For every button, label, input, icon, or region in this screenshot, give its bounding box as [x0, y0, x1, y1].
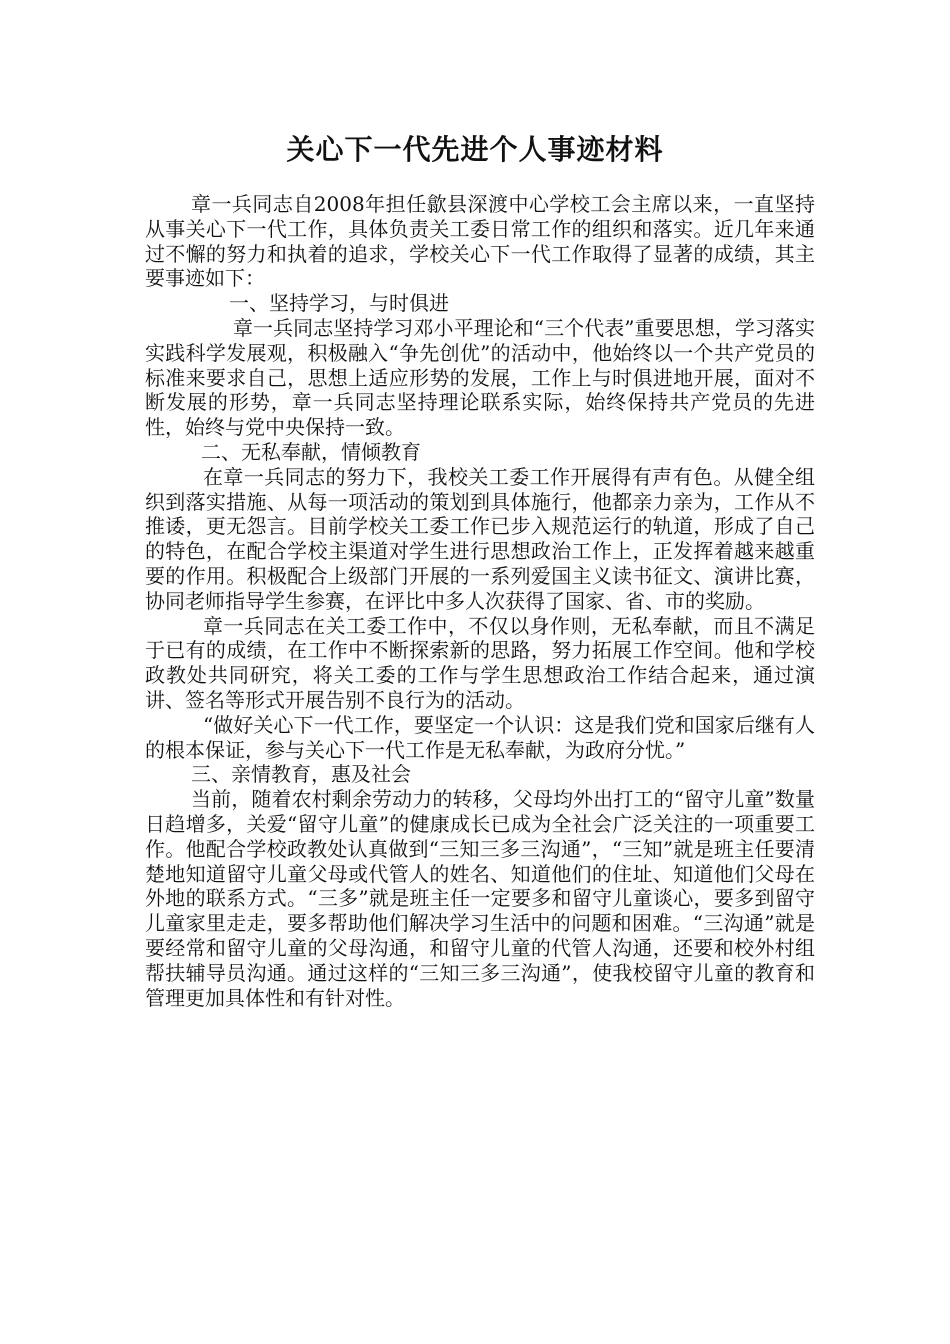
- section-heading-1: 一、坚持学习，与时俱进: [229, 291, 449, 316]
- document-title: 关心下一代先进个人事迹材料: [286, 133, 664, 166]
- section-heading-2: 二、无私奉献，情倾教育: [201, 439, 421, 464]
- paragraph-1: 章一兵同志坚持学习邓小平理论和“三个代表”重要思想，学习落实实践科学发展观，积极融入“争先创优”的活动中，他始终以一个共产党员的标准来要求自己，思想上适应形势的发展，工作上与时俱进地开展，面对不断发展的形势，章一兵同志坚持理论联系实际，始终保持共产党员的先进性，始终与党中央保持一致。: [145, 315, 815, 440]
- section-heading-3: 三、亲情教育，惠及社会: [191, 762, 411, 787]
- paragraph-4: “做好关心下一代工作，要坚定一个认识：这是我们党和国家后继有人的根本保证，参与关心下一代工作是无私奉献，为政府分忧。”: [145, 712, 815, 762]
- paragraph-2: 在章一兵同志的努力下，我校关工委工作开展得有声有色。从健全组织到落实措施、从每一项活动的策划到具体施行，他都亲力亲为，工作从不推诿，更无怨言。目前学校关工委工作已步入规范运行的轨道，形成了自己的特色，在配合学校主渠道对学生进行思想政治工作上，正发挥着越来越重要的作用。积极配合上级部门开展的一系列爱国主义读书征文、演讲比赛，协同老师指导学生参赛，在评比中多人次获得了国家、省、市的奖励。: [145, 464, 815, 613]
- paragraph-intro: 章一兵同志自2008年担任歙县深渡中心学校工会主席以来，一直坚持从事关心下一代工作，具体负责关工委日常工作的组织和落实。近几年来通过不懈的努力和执着的追求，学校关心下一代工作取得了显著的成绩，其主要事迹如下：: [145, 192, 815, 291]
- document-body: [145, 192, 815, 1010]
- paragraph-5: 当前，随着农村剩余劳动力的转移，父母均外出打工的“留守儿童”数量日趋增多，关爱“留守儿童”的健康成长已成为全社会广泛关注的一项重要工作。他配合学校政教处认真做到“三知三多三沟通”，“三知”就是班主任要清楚地知道留守儿童父母或代管人的姓名、知道他们的住址、知道他们父母在外地的联系方式。“三多”就是班主任一定要多和留守儿童谈心，要多到留守儿童家里走走，要多帮助他们解决学习生活中的问题和困难。“三沟通”就是要经常和留守儿童的父母沟通，和留守儿童的代管人沟通，还要和校外村组帮扶辅导员沟通。通过这样的“三知三多三沟通”，使我校留守儿童的教育和管理更加具体性和有针对性。: [145, 787, 815, 1010]
- paragraph-3: 章一兵同志在关工委工作中，不仅以身作则，无私奉献，而且不满足于已有的成绩，在工作中不断探索新的思路，努力拓展工作空间。他和学校政教处共同研究，将关工委的工作与学生思想政治工作结合起来，通过演讲、签名等形式开展告别不良行为的活动。: [145, 613, 815, 712]
